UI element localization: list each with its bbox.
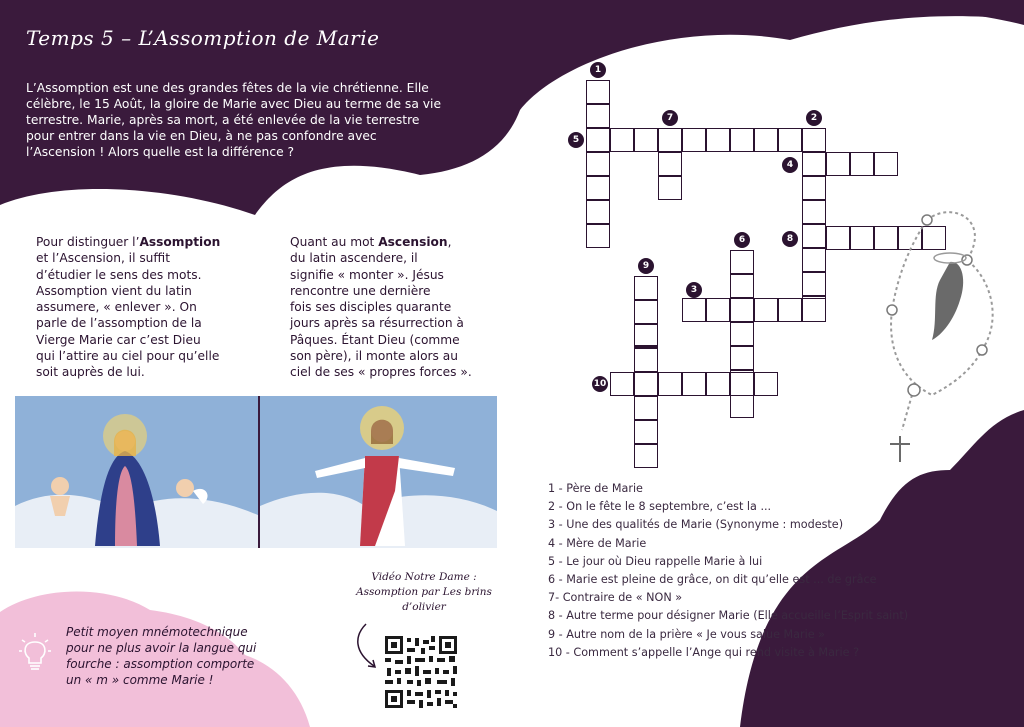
- crossword-number-3: 3: [686, 282, 702, 298]
- crossword-number-1: 1: [590, 62, 606, 78]
- crossword-number-8: 8: [782, 231, 798, 247]
- video-label: Vidéo Notre Dame : Assomption par Les brins d’olivier: [356, 571, 492, 613]
- clue-item: 8 - Autre terme pour désigner Marie (Elle accueille l’Esprit saint): [548, 609, 909, 623]
- clue-list: [548, 480, 928, 662]
- clue-item: 4 - Mère de Marie: [548, 536, 647, 550]
- mnemonic-tip: Petit moyen mnémotechnique pour ne plus avoir la langue qui fourche : assomption comporte un « m » comme Marie !: [66, 625, 257, 687]
- crossword-number-6: 6: [734, 232, 750, 248]
- intro-paragraph: L’Assomption est une des grandes fêtes de la vie chrétienne. Elle célèbre, le 15 Août, la gloire de Marie avec Dieu au terme de sa vie terrestre. Marie, après sa mort, a été enlevée de la vie terrestre pour entrer dans la vie en Dieu, à ne pas confondre avec l’Ascension ! Alors quelle est la différence ?: [26, 81, 442, 159]
- clue-item: 9 - Autre nom de la prière « Je vous salue Marie »: [548, 627, 826, 641]
- clue-item: 6 - Marie est pleine de grâce, on dit qu’elle est ... de grâce: [548, 573, 877, 587]
- assomption-body: et l’Ascension, il suffit d’étudier le sens des mots. Assomption vient du latin assumere, « enlever ». On parle de l’assomption de la Vierge Marie car c’est Dieu qui l’attire au ciel pour qu’elle soit auprès de lui.: [36, 251, 220, 380]
- crossword-number-9: 9: [638, 258, 654, 274]
- qr-code-icon[interactable]: [383, 634, 459, 710]
- assomption-term: Assomption: [139, 235, 221, 249]
- rosary-illustration: [872, 200, 1012, 470]
- clue-item: 1 - Père de Marie: [548, 482, 643, 495]
- illustration-banner: [15, 396, 497, 548]
- ascension-column: Quant au mot Ascension, du latin ascendere, il signifie « monter ». Jésus rencontre une dernière fois ses disciples quarante jours après sa résurrection à Pâques. Étant Dieu (comme son père), il monte alors au ciel de ses « propres forces ».: [290, 234, 496, 381]
- assomption-lead: Pour distinguer l’: [36, 235, 140, 249]
- ascension-lead: Quant au mot: [290, 235, 379, 249]
- clue-item: 7- Contraire de « NON »: [548, 591, 683, 605]
- crossword-number-7: 7: [662, 110, 678, 126]
- assomption-column: [36, 234, 248, 381]
- crossword-number-4: 4: [782, 157, 798, 173]
- page-title: Temps 5 – L’Assomption de Marie: [26, 26, 380, 50]
- ascension-term: Ascension: [378, 235, 448, 249]
- clue-item: 2 - On le fête le 8 septembre, c’est la ...: [548, 500, 772, 514]
- crossword-number-10: 10: [592, 376, 608, 392]
- ascension-body: du latin ascendere, il signifie « monter ». Jésus rencontre une dernière fois ses disciples quarante jours après sa résurrection à Pâques. Étant Dieu (comme son père), il monte alors au ciel de ses « propres forces ».: [290, 251, 472, 380]
- lightbulb-icon: [18, 632, 52, 676]
- clue-item: 5 - Le jour où Dieu rappelle Marie à lui: [548, 554, 763, 568]
- clue-item: 10 - Comment s’appelle l’Ange qui rend visite à Marie ?: [548, 645, 860, 659]
- crossword-number-5: 5: [568, 132, 584, 148]
- crossword-number-2: 2: [806, 110, 822, 126]
- clue-item: 3 - Une des qualités de Marie (Synonyme : modeste): [548, 518, 844, 532]
